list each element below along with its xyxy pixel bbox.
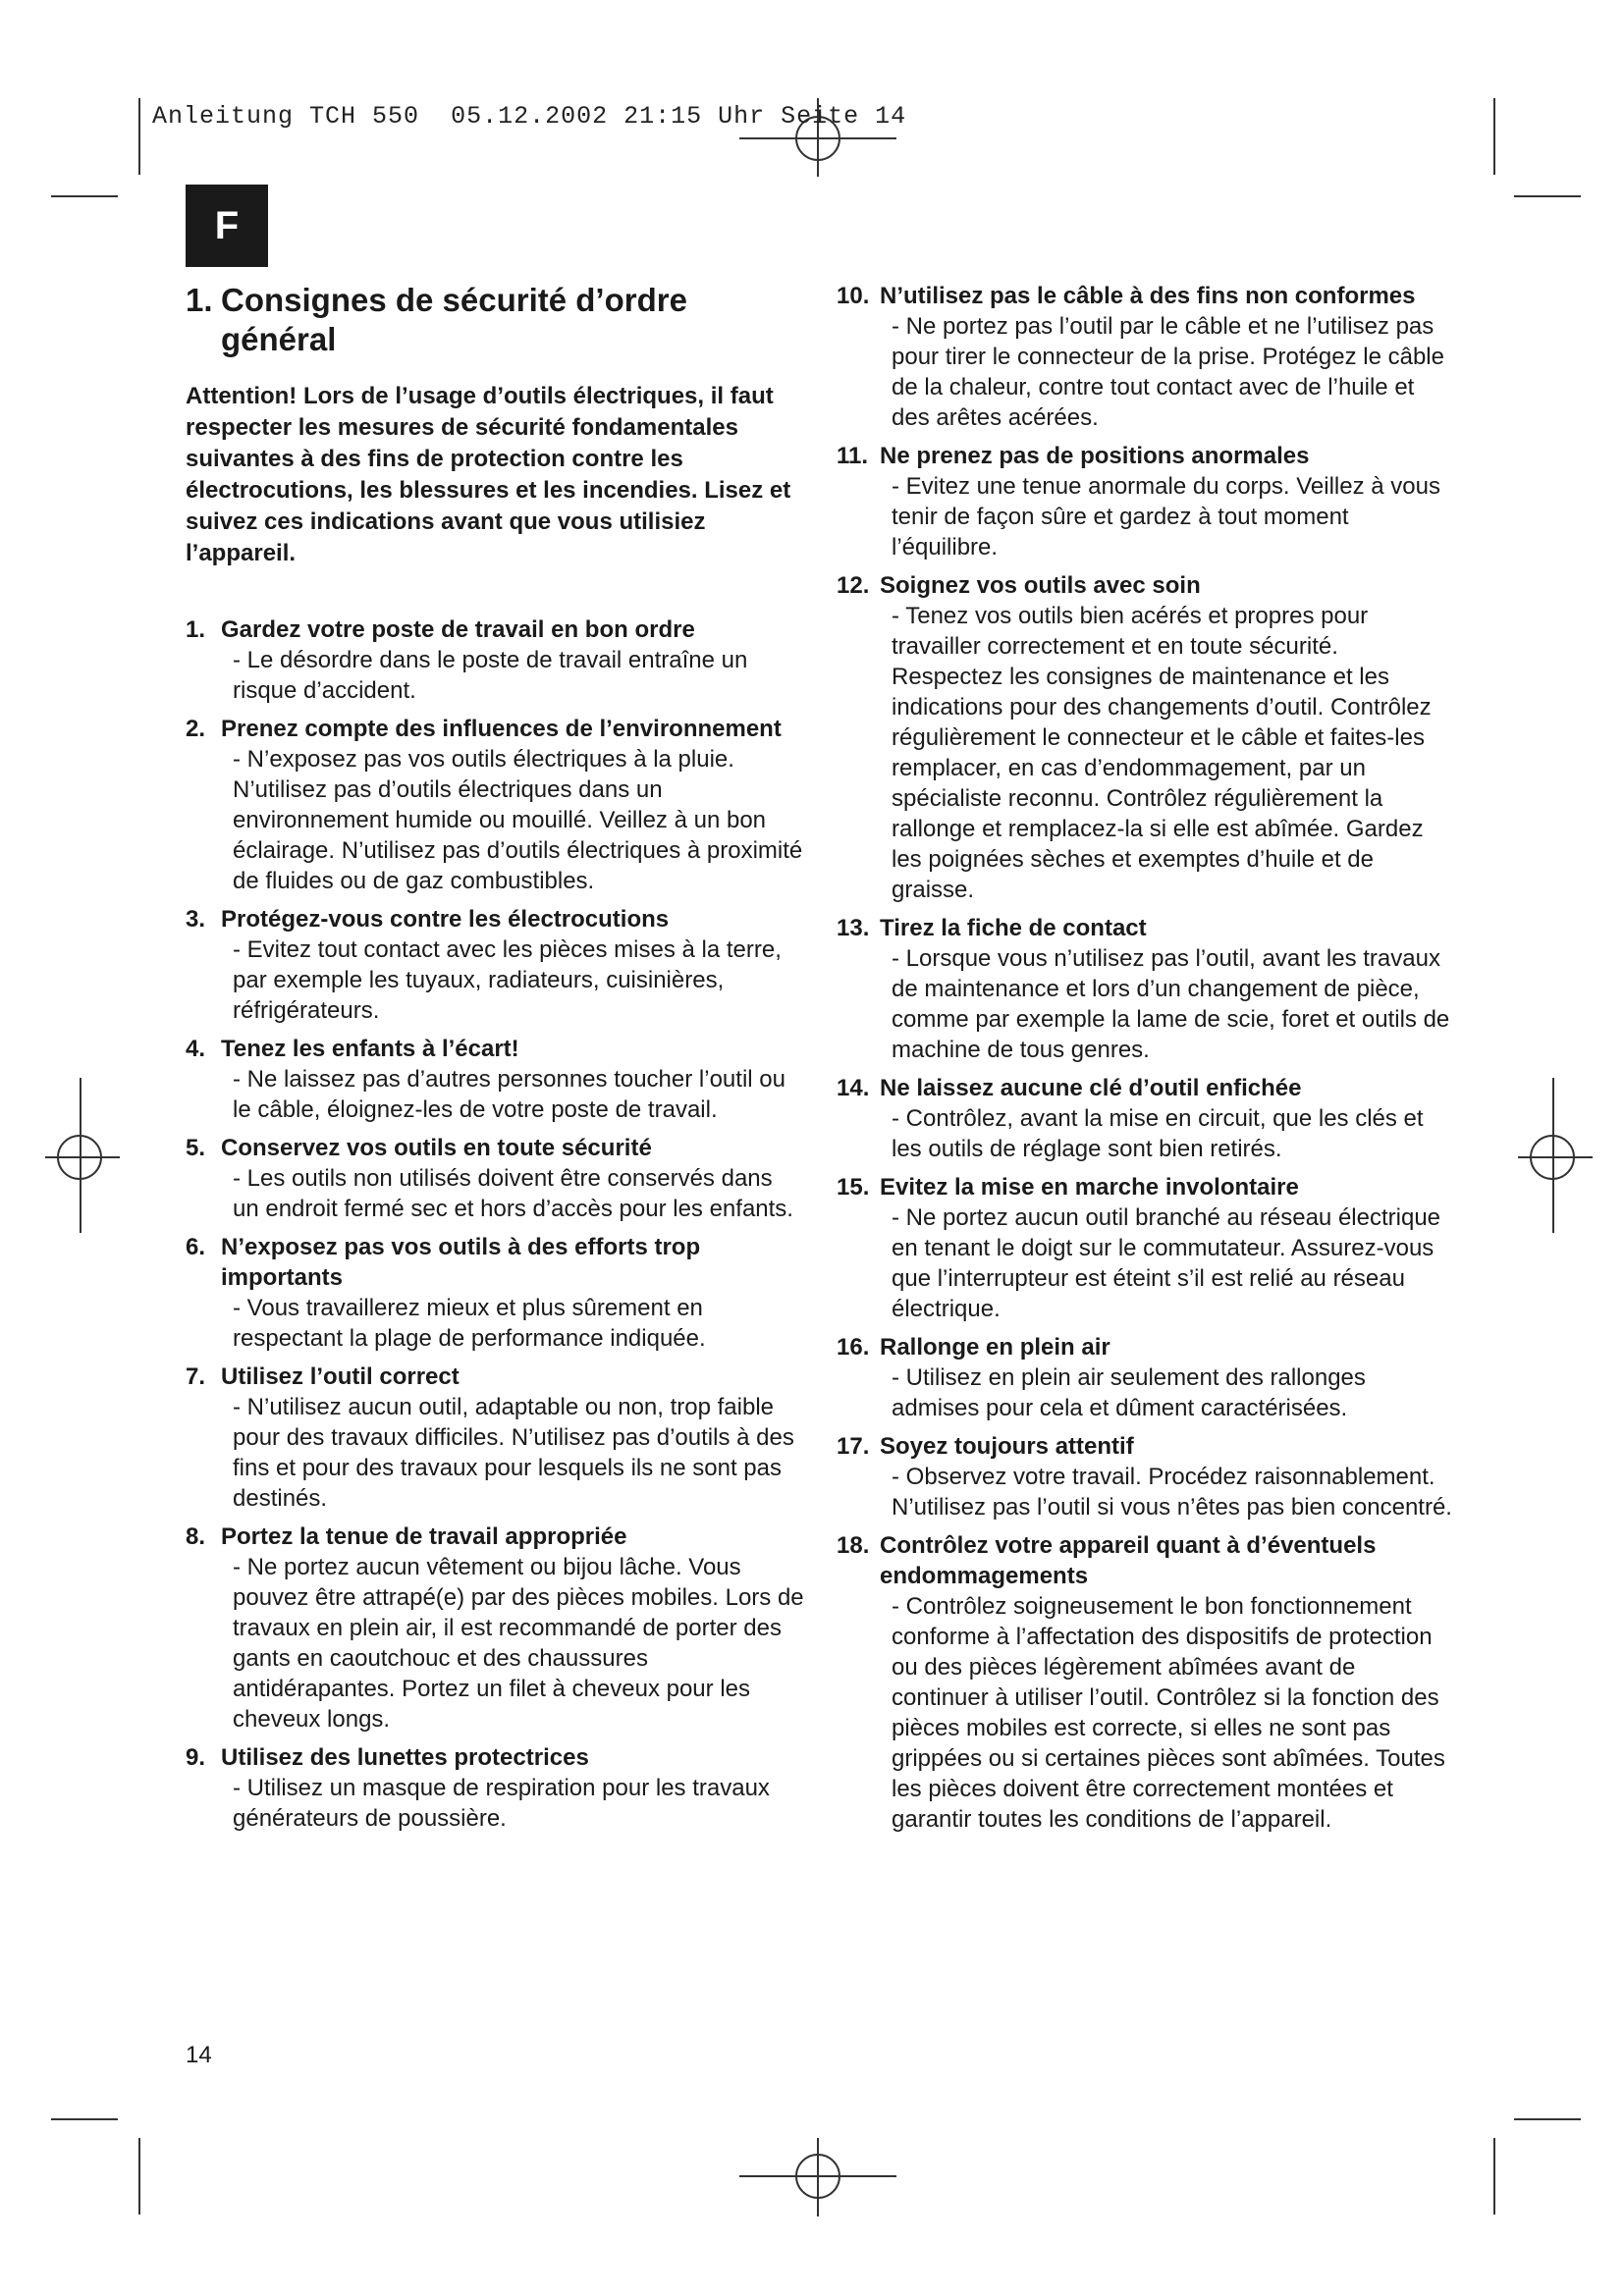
item-text: - Evitez tout contact avec les pièces mises à la terre, par exemple les tuyaux, radiateurs, cuisinières, réfrigérateurs. bbox=[233, 936, 782, 1024]
item-body bbox=[221, 1522, 804, 1735]
item-text: - N’utilisez aucun outil, adaptable ou non, trop faible pour des travaux difficiles. N’utilisez pas d’outils à des fins et pour des travaux pour lesquels ils ne sont pas destinés. bbox=[233, 1394, 794, 1512]
item-title: Utilisez l’outil correct bbox=[221, 1363, 460, 1390]
item-title: Protégez-vous contre les électrocutions bbox=[221, 906, 670, 933]
crop-mark bbox=[51, 195, 118, 197]
item-body bbox=[880, 1073, 1455, 1164]
item-number: 7. bbox=[186, 1363, 206, 1390]
registration-line bbox=[45, 1156, 120, 1158]
item-title: Evitez la mise en marche involontaire bbox=[880, 1174, 1299, 1201]
item-text: - Vous travaillerez mieux et plus sûrement en respectant la plage de performance indiquée. bbox=[233, 1295, 706, 1352]
section-title bbox=[186, 281, 804, 359]
item-title: Conservez vos outils en toute sécurité bbox=[221, 1135, 652, 1161]
item-text: - Le désordre dans le poste de travail entraîne un risque d’accident. bbox=[233, 647, 748, 704]
item-number: 13. bbox=[837, 915, 870, 941]
crop-mark bbox=[138, 98, 140, 175]
item-body bbox=[221, 1362, 804, 1514]
registration-line bbox=[817, 2138, 819, 2216]
print-header bbox=[152, 102, 906, 131]
header-time: 21:15 Uhr bbox=[623, 102, 766, 131]
item-text: - Ne portez aucun vêtement ou bijou lâche. Vous pouvez être attrapé(e) par des pièces mobiles. Lors de travaux en plein air, il est recommandé de porter des gants en caoutchouc et des chaussures antidérapantes. Portez un filet à cheveux pour les cheveux longs. bbox=[233, 1554, 804, 1733]
item-number: 17. bbox=[837, 1433, 870, 1460]
crop-mark bbox=[51, 2118, 118, 2120]
header-page: Seite 14 bbox=[781, 102, 907, 131]
item-text: - Observez votre travail. Procédez raisonnablement. N’utilisez pas l’outil si vous n’êtes pas bien concentré. bbox=[892, 1464, 1452, 1521]
language-tab: F bbox=[186, 185, 268, 267]
item-body bbox=[880, 441, 1455, 562]
safety-item bbox=[186, 1133, 804, 1224]
item-body bbox=[221, 904, 804, 1026]
item-text: - Utilisez un masque de respiration pour les travaux générateurs de poussière. bbox=[233, 1775, 770, 1832]
crop-mark bbox=[1514, 2118, 1581, 2120]
safety-item bbox=[186, 714, 804, 896]
item-title: Soignez vos outils avec soin bbox=[880, 572, 1201, 599]
item-title: Soyez toujours attentif bbox=[880, 1433, 1134, 1460]
intro-warning: Attention! Lors de l’usage d’outils électriques, il faut respecter les mesures de sécurité fondamentales suivantes à des fins de protection contre les électrocutions, les blessures et les incendies. Lisez et suivez ces indications avant que vous utilisiez l’appareil. bbox=[186, 383, 791, 566]
item-body bbox=[221, 1034, 804, 1125]
item-number: 12. bbox=[837, 572, 870, 599]
safety-item bbox=[837, 1530, 1455, 1835]
item-title: Portez la tenue de travail appropriée bbox=[221, 1523, 627, 1550]
item-number: 16. bbox=[837, 1334, 870, 1361]
crop-mark bbox=[1514, 195, 1581, 197]
safety-item bbox=[837, 1073, 1455, 1164]
item-body bbox=[880, 570, 1455, 905]
item-title: N’utilisez pas le câble à des fins non conformes bbox=[880, 283, 1416, 309]
crop-mark bbox=[138, 2138, 140, 2215]
safety-item bbox=[837, 1431, 1455, 1522]
item-title: Gardez votre poste de travail en bon ordre bbox=[221, 616, 695, 643]
safety-list-left bbox=[186, 614, 804, 1834]
item-body bbox=[221, 1133, 804, 1224]
item-text: - Contrôlez soigneusement le bon fonctionnement conforme à l’affectation des dispositifs de protection ou des pièces légèrement abîmées avant de continuer à utiliser l’outil. Contrôlez si la fonction des pièces mobiles est correcte, si elles ne sont pas grippées ou si certaines pièces sont abîmées. Toutes les pièces doivent être correctement montées et garantir toutes les conditions de l’appareil. bbox=[892, 1593, 1445, 1833]
item-text: - N’exposez pas vos outils électriques à la pluie. N’utilisez pas d’outils électriques dans un environnement humide ou mouillé. Veillez à un bon éclairage. N’utilisez pas d’outils électriques à proximité de fluides ou de gaz combustibles. bbox=[233, 746, 803, 894]
item-title: Prenez compte des influences de l’environnement bbox=[221, 716, 782, 742]
safety-item bbox=[837, 281, 1455, 433]
item-text: - Les outils non utilisés doivent être conservés dans un endroit fermé sec et hors d’accès pour les enfants. bbox=[233, 1165, 793, 1222]
item-number: 2. bbox=[186, 716, 206, 742]
item-number: 9. bbox=[186, 1744, 206, 1771]
safety-item bbox=[186, 1362, 804, 1514]
item-text: - Ne portez pas l’outil par le câble et ne l’utilisez pas pour tirer le connecteur de la prise. Protégez le câble de la chaleur, contre tout contact avec de l’huile et des arêtes acérées. bbox=[892, 313, 1444, 431]
item-number: 1. bbox=[186, 616, 206, 643]
item-number: 14. bbox=[837, 1075, 870, 1101]
item-body bbox=[880, 1530, 1455, 1835]
safety-item bbox=[186, 1522, 804, 1735]
section-title-text: Consignes de sécurité d’ordre général bbox=[221, 282, 687, 357]
item-body bbox=[221, 1232, 804, 1354]
item-body bbox=[880, 281, 1455, 433]
safety-item bbox=[837, 570, 1455, 905]
item-body bbox=[880, 1172, 1455, 1324]
safety-list-right bbox=[837, 281, 1455, 1835]
crop-mark bbox=[1493, 2138, 1495, 2215]
item-text: - Ne portez aucun outil branché au réseau électrique en tenant le doigt sur le commutateur. Assurez-vous que l’interrupteur est éteint s’il est relié au réseau électrique. bbox=[892, 1204, 1441, 1322]
item-number: 11. bbox=[837, 443, 869, 469]
safety-item bbox=[837, 1172, 1455, 1324]
item-number: 8. bbox=[186, 1523, 206, 1550]
safety-item bbox=[186, 904, 804, 1026]
item-title: Ne prenez pas de positions anormales bbox=[880, 443, 1310, 469]
item-number: 3. bbox=[186, 906, 206, 933]
item-body bbox=[221, 614, 804, 706]
item-text: - Ne laissez pas d’autres personnes toucher l’outil ou le câble, éloignez-les de votre poste de travail. bbox=[233, 1066, 785, 1123]
left-column bbox=[186, 281, 804, 1842]
item-title: Rallonge en plein air bbox=[880, 1334, 1110, 1361]
safety-item bbox=[186, 1232, 804, 1354]
safety-item bbox=[837, 1332, 1455, 1423]
item-body bbox=[880, 1431, 1455, 1522]
registration-line bbox=[1552, 1078, 1554, 1233]
right-column bbox=[837, 281, 1455, 1842]
header-file: Anleitung TCH 550 bbox=[152, 102, 420, 131]
item-number: 18. bbox=[837, 1532, 870, 1559]
item-text: - Evitez une tenue anormale du corps. Veillez à vous tenir de façon sûre et gardez à tout moment l’équilibre. bbox=[892, 473, 1440, 561]
item-text: - Tenez vos outils bien acérés et propres pour travailler correctement et en toute sécurité. Respectez les consignes de maintenance et les indications pour des changements d’outil. Contrôlez régulièrement le connecteur et le câble et faites-les remplacer, en cas d’endommagement, par un spécialiste reconnu. Contrôlez régulièrement la rallonge et remplacez-la si elle est abîmée. Gardez les poignées sèches et exemptes d’huile et de graisse. bbox=[892, 603, 1432, 903]
item-title: Tirez la fiche de contact bbox=[880, 915, 1147, 941]
crop-mark bbox=[1493, 98, 1495, 175]
safety-item bbox=[837, 441, 1455, 562]
item-title: Utilisez des lunettes protectrices bbox=[221, 1744, 589, 1771]
item-body bbox=[221, 714, 804, 896]
item-body bbox=[880, 1332, 1455, 1423]
item-number: 15. bbox=[837, 1174, 870, 1201]
section-number: 1. bbox=[186, 282, 213, 318]
item-text: - Contrôlez, avant la mise en circuit, que les clés et les outils de réglage sont bien retirés. bbox=[892, 1105, 1424, 1162]
item-title: Tenez les enfants à l’écart! bbox=[221, 1036, 519, 1062]
item-number: 6. bbox=[186, 1234, 206, 1260]
item-title: N’exposez pas vos outils à des efforts trop importants bbox=[221, 1234, 701, 1291]
page-number: 14 bbox=[186, 2042, 212, 2068]
item-body bbox=[221, 1742, 804, 1834]
safety-item bbox=[186, 1034, 804, 1125]
safety-item bbox=[186, 1742, 804, 1834]
item-text: - Utilisez en plein air seulement des rallonges admises pour cela et dûment caractérisées. bbox=[892, 1364, 1366, 1421]
item-number: 10. bbox=[837, 283, 870, 309]
item-number: 4. bbox=[186, 1036, 206, 1062]
registration-line bbox=[1518, 1156, 1593, 1158]
item-text: - Lorsque vous n’utilisez pas l’outil, avant les travaux de maintenance et lors d’un changement de pièce, comme par exemple la lame de scie, foret et outils de machine de tous genres. bbox=[892, 945, 1450, 1063]
item-title: Ne laissez aucune clé d’outil enfichée bbox=[880, 1075, 1302, 1101]
item-number: 5. bbox=[186, 1135, 206, 1161]
item-body bbox=[880, 913, 1455, 1065]
header-date: 05.12.2002 bbox=[451, 102, 609, 131]
item-title: Contrôlez votre appareil quant à d’éventuels endommagements bbox=[880, 1532, 1377, 1589]
safety-item bbox=[186, 614, 804, 706]
registration-line bbox=[80, 1078, 81, 1233]
safety-item bbox=[837, 913, 1455, 1065]
